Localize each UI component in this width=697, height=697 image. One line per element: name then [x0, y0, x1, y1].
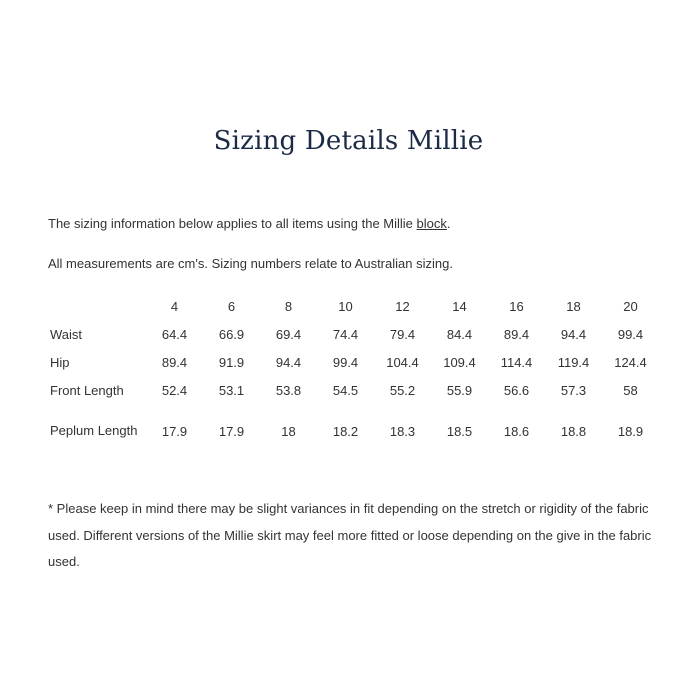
table-cell: 69.4 — [275, 326, 302, 342]
size-header: 16 — [509, 298, 524, 314]
table-cell: 55.9 — [446, 382, 473, 398]
table-row-hip — [44, 348, 659, 376]
size-header: 4 — [170, 298, 179, 314]
row-label: Front Length — [50, 382, 124, 398]
table-cell: 84.4 — [446, 326, 473, 342]
table-cell: 104.4 — [386, 354, 419, 370]
table-cell: 119.4 — [557, 354, 590, 370]
table-cell: 89.4 — [503, 326, 530, 342]
table-cell: 18.5 — [446, 423, 473, 439]
page-title: Sizing Details Millie — [213, 126, 484, 156]
table-cell: 55.2 — [389, 382, 416, 398]
table-cell: 18.9 — [617, 423, 644, 439]
table-cell: 54.5 — [332, 382, 359, 398]
table-row-peplum-length — [44, 404, 659, 458]
table-cell: 79.4 — [389, 326, 416, 342]
intro-paragraph — [48, 216, 451, 231]
table-cell: 17.9 — [218, 423, 245, 439]
table-cell: 64.4 — [161, 326, 188, 342]
table-row-waist — [44, 320, 659, 348]
table-cell: 18.2 — [332, 423, 359, 439]
table-cell: 18 — [281, 423, 296, 439]
table-cell: 18.6 — [503, 423, 530, 439]
size-header: 20 — [623, 298, 638, 314]
table-cell: 56.6 — [503, 382, 530, 398]
table-cell: 58 — [623, 382, 638, 398]
sizing-table — [44, 292, 659, 458]
fit-disclaimer: * Please keep in mind there may be slight variances in fit depending on the stretch or rigidity of the fabric used. Different versions of the Millie skirt may feel more fitted or loose depending on the give in the fabric used. — [48, 501, 652, 569]
table-cell: 99.4 — [332, 354, 359, 370]
table-cell: 57.3 — [560, 382, 587, 398]
table-cell: 17.9 — [161, 423, 188, 439]
table-cell: 74.4 — [332, 326, 359, 342]
size-header: 12 — [395, 298, 410, 314]
table-cell: 53.8 — [275, 382, 302, 398]
table-cell: 53.1 — [218, 382, 245, 398]
table-cell: 91.9 — [218, 354, 245, 370]
table-cell: 18.8 — [560, 423, 587, 439]
table-cell: 94.4 — [560, 326, 587, 342]
size-header: 8 — [284, 298, 293, 314]
table-cell: 94.4 — [275, 354, 302, 370]
table-cell: 109.4 — [443, 354, 476, 370]
size-header: 10 — [338, 298, 353, 314]
size-header: 18 — [566, 298, 581, 314]
table-cell: 89.4 — [161, 354, 188, 370]
size-header: 14 — [452, 298, 467, 314]
size-header-row — [44, 292, 659, 320]
measurement-note: All measurements are cm's. Sizing numbers relate to Australian sizing. — [48, 256, 453, 271]
table-cell: 114.4 — [500, 354, 533, 370]
size-header: 6 — [227, 298, 236, 314]
row-label: Peplum Length — [50, 423, 138, 438]
table-row-front-length — [44, 376, 659, 404]
row-label: Waist — [50, 326, 83, 342]
intro-text: The sizing information below applies to all items using the Millie — [48, 216, 417, 231]
table-cell: 124.4 — [614, 354, 647, 370]
table-cell: 66.9 — [218, 326, 245, 342]
table-cell: 18.3 — [389, 423, 416, 439]
table-cell: 52.4 — [161, 382, 188, 398]
block-link[interactable]: block — [416, 216, 447, 231]
row-label: Hip — [50, 354, 70, 370]
intro-text-end: . — [446, 216, 451, 231]
corner-cell — [44, 292, 146, 320]
table-cell: 99.4 — [617, 326, 644, 342]
